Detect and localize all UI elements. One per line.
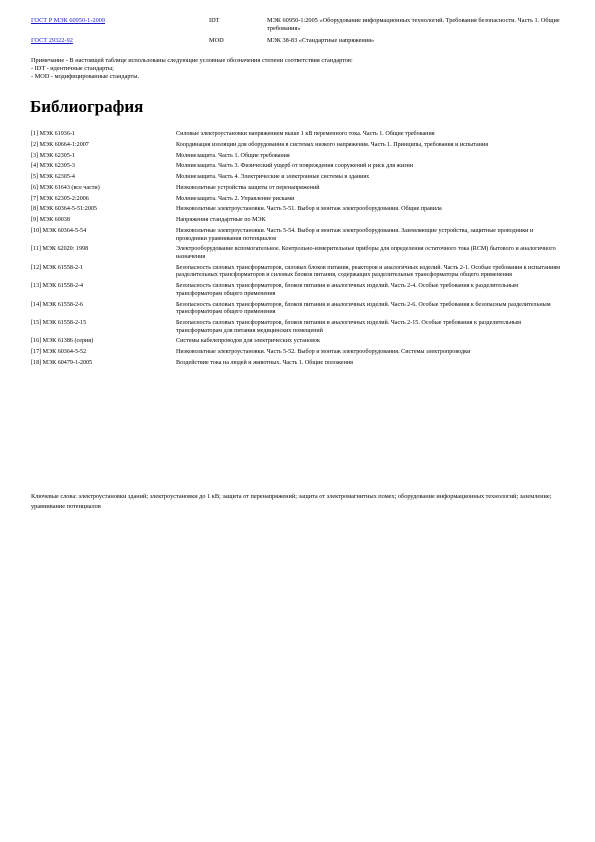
item-text: Координация изоляции для оборудования в системах низкого напряжения. Часть 1. Принципы, требования и испытания [176,141,488,148]
item-number: [2] МЭК 60664-1:2007 [31,141,89,148]
item-number: [11] МЭК 62020: 1998 [31,246,89,253]
degree-cell: MOD [209,37,224,44]
source-cell: МЭК 60950-1:2005 «Оборудование информационных технологий. Требования безопасности. Часть 1. Общие требования» [267,17,560,32]
bibliography-item [31,163,571,171]
item-text: Безопасность силовых трансформаторов, блоков питания и аналогичных изделий. Часть 2-15. Особые требования к разделительным трансформаторам для питания медицинских помещений [176,319,522,334]
item-number: [14] МЭК 61558-2-6 [31,301,84,308]
bibliography-item [31,283,571,298]
item-text: Силовые электроустановки напряжением выше 1 кВ переменного тока. Часть 1. Общие требования [176,131,435,137]
item-text: Системы кабелепроводов для электрических установок [176,338,320,345]
item-text: Низковольтные электроустановки. Часть 5-51. Выбор и монтаж электрооборудования. Общие правила [176,206,442,213]
note-line: Примечание - В настоящей таблице использованы следующие условные обозначения степени соответствия стандартов: [31,57,353,64]
item-number: [6] МЭК 61643 (все части) [31,184,100,191]
bibliography-item [31,142,571,150]
standard-link[interactable]: ГОСТ Р МЭК 60950-1-2009 [31,17,106,24]
bibliography-item [31,302,571,317]
item-number: [12] МЭК 61558-2-1 [31,264,84,271]
item-text: Низковольтные устройства защиты от перенапряжений [176,184,320,191]
bibliography-item [31,265,571,280]
item-text: Молниезащита. Часть 1. Общие требования [176,152,290,159]
item-number: [7] МЭК 62305-2:2006 [31,195,89,202]
item-number: [1] МЭК 61936-1 [31,131,75,137]
bibliography-item [31,246,571,261]
note-line: - MOD - модифицированные стандарты. [31,73,140,81]
bibliography-item [31,320,571,335]
source-cell: МЭК 38-83 «Стандартные напряжения» [267,37,375,44]
item-number: [16] МЭК 61386 (серия) [31,338,94,345]
bibliography-item [31,153,571,161]
bibliography-item [31,349,571,357]
item-text: Молниезащита. Часть 2. Управление рисками [176,195,295,202]
bibliography-item [31,338,571,346]
item-number: [8] МЭК 60364-5-51:2005 [31,206,97,213]
table-row [31,17,571,33]
item-number: [18] МЭК 60479-1-2005 [31,359,93,366]
table-row [31,37,571,45]
degree-cell: IDT [209,17,220,24]
item-number: [9] МЭК 60038 [31,217,70,224]
bibliography-item [31,206,571,214]
note-line: - IDT - идентичные стандарты; [31,65,114,73]
item-number: [4] МЭК 62305-3 [31,163,75,170]
bibliography-list [31,131,571,367]
bibliography-item [31,174,571,182]
bibliography-item [31,228,571,243]
item-text: Молниезащита. Часть 3. Физический ущерб от повреждения сооружений и риск для жизни [176,163,414,170]
item-number: [3] МЭК 62305-1 [31,152,75,159]
item-text: Безопасность силовых трансформаторов, блоков питания и аналогичных изделий. Часть 2-4. Особые требования к разделительным трансформаторам общего применения [176,283,518,297]
item-text: Низковольтные электроустановки. Часть 5-52. Выбор и монтаж электрооборудования. Системы электропроводки [176,349,471,356]
item-text: Безопасность силовых трансформаторов, силовых блоков питания, реакторов и аналогичных изделий. Часть 2-1. Особые требования к испытаниям разделительных трансформаторов и силовых блоков питания, содержащих разделительные трансформаторы общего применения [176,264,560,279]
bibliography-item [31,185,571,193]
item-text: Воздействие тока на людей и животных. Часть 1. Общие положения [176,359,353,366]
standard-link[interactable]: ГОСТ 29322-92 [31,37,73,44]
item-text: Напряжения стандартные по МЭК [176,217,266,224]
item-text: Безопасность силовых трансформаторов, блоков питания и аналогичных изделий. Часть 2-6. Особые требования к безопасным разделительным трансформаторам общего применения [176,301,551,316]
table-note [31,57,571,82]
bibliography-heading: Библиография [30,97,144,116]
bibliography-item [31,217,571,225]
item-number: [13] МЭК 61558-2-4 [31,283,84,290]
item-number: [10] МЭК 60364-5-54 [31,228,87,235]
item-number: [5] МЭК 62305-4 [31,174,75,181]
bibliography-item [31,196,571,204]
bibliography-item [31,131,571,139]
item-number: [17] МЭК 60364-5-52 [31,349,87,356]
keywords-paragraph: Ключевые слова: электроустановки зданий; электроустановки до 1 кВ; защита от перенапряжений; защита от электромагнитных помех; оборудование информационных технологий; заземление; уравнивание потенциалов [31,493,552,510]
bibliography-item [31,360,571,368]
item-text: Молниезащита. Часть 4. Электрические и электронные системы в зданиях [176,174,370,181]
item-text: Электрооборудование вспомогательное. Контрольно-измерительные приборы для определения остаточного тока (RCM) бытового и аналогичного назначения [176,246,556,260]
item-text: Низковольтные электроустановки. Часть 5-54. Выбор и монтаж электрооборудования. Заземляющие устройства, защитные проводники и проводники уравнивания потенциалов [176,228,534,242]
references-table [31,17,571,45]
item-number: [15] МЭК 61558-2-15 [31,319,87,326]
